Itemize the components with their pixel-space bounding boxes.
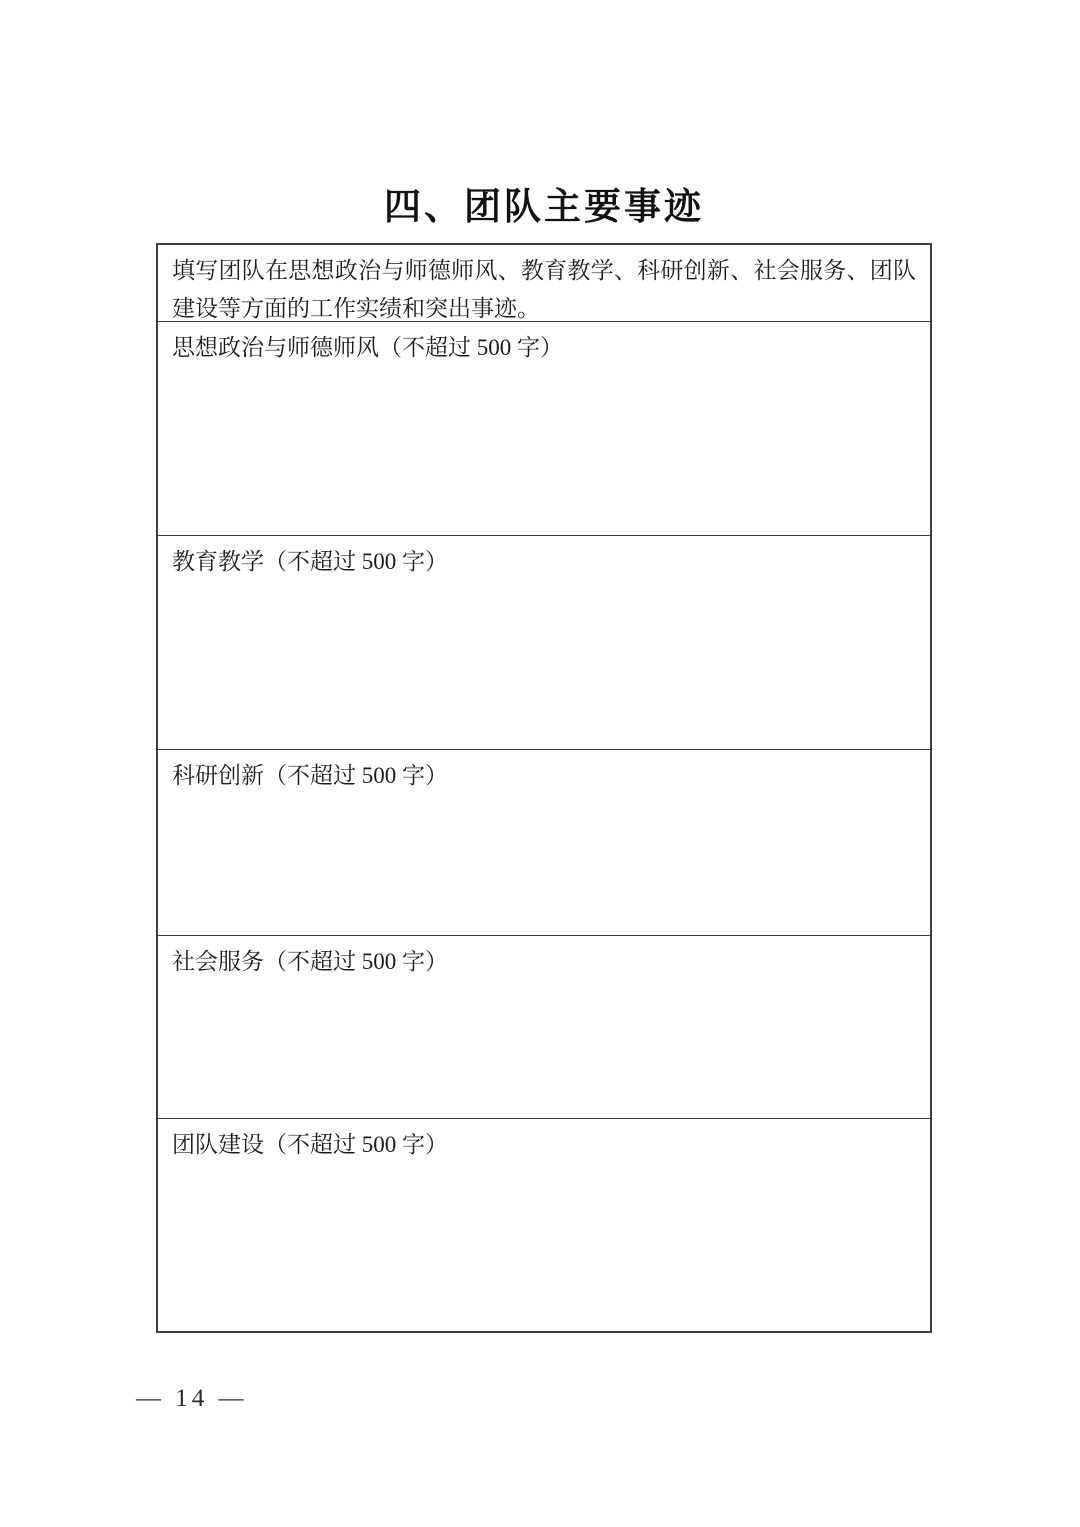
- section-team-building: [158, 1119, 930, 1331]
- section-label-team-building: 团队建设（不超过 500 字）: [172, 1131, 448, 1157]
- section-label-research-innovation: 科研创新（不超过 500 字）: [172, 763, 448, 789]
- section-research-innovation: [158, 750, 930, 936]
- page-title: 四、团队主要事迹: [384, 187, 704, 228]
- section-ideology-ethics: [158, 322, 930, 536]
- section-label-social-service: 社会服务（不超过 500 字）: [172, 949, 448, 975]
- section-label-education-teaching: 教育教学（不超过 500 字）: [172, 548, 448, 574]
- team-achievements-table: [156, 243, 932, 1333]
- section-education-teaching: [158, 536, 930, 750]
- section-social-service: [158, 936, 930, 1118]
- table-intro-instructions: 填写团队在思想政治与师德师风、教育教学、科研创新、社会服务、团队建设等方面的工作实绩和突出事迹。: [158, 245, 930, 322]
- page-number: — 14 —: [136, 1385, 248, 1412]
- section-label-ideology-ethics: 思想政治与师德师风（不超过 500 字）: [172, 334, 563, 360]
